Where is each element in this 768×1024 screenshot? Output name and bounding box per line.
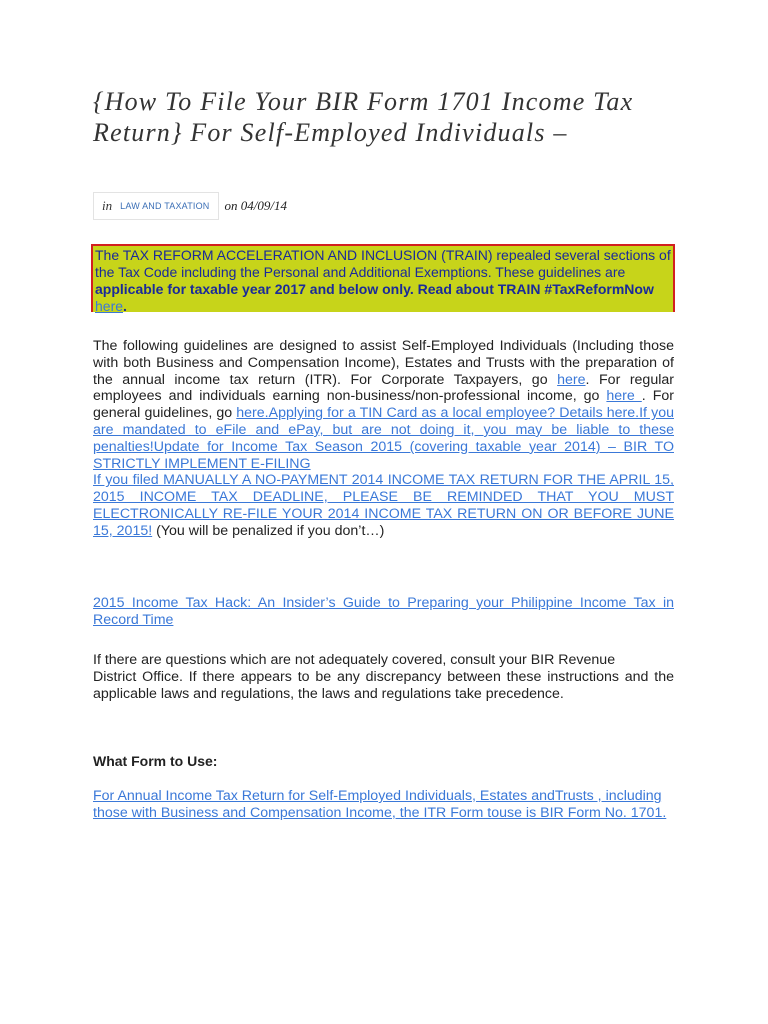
on-label: on (224, 198, 238, 213)
date-line (225, 198, 287, 214)
notice-period: . (123, 298, 127, 314)
refile-reminder-link[interactable]: If you filed MANUALLY A NO-PAYMENT 2014 INCOME TAX RETURN FOR THE APRIL 15, 2015 INCOME TAX DEADLINE, PLEASE BE REMINDED THAT YOU MUST ELECTRONICALLY RE-FILE YOUR 2014 INCOME TAX RETURN ON OR BEFORE JUNE 15, 2015! (93, 472, 674, 539)
article-title: {How To File Your BIR Form 1701 Income Tax Return} For Self-Employed Individuals – (93, 87, 634, 147)
penalty-note-text: (You will be penalized if you don’t…) (152, 522, 385, 539)
tax-hack-paragraph (93, 595, 674, 629)
form-1701-link[interactable]: For Annual Income Tax Return for Self-Employed Individuals, Estates andTrusts , including those with Business and Compensation Income, the ITR Form touse is BIR Form No. 1701. (93, 788, 667, 821)
regular-employees-text: . For regular employees and individuals earning non-business/non-professional income, go (93, 371, 674, 405)
guidelines-intro-text: The following guidelines are designed to assist Self-Employed Individuals (Including those with both Business and Compensation Income), Estates and Trusts with the preparation of the annual income tax return (ITR). For Corporate Taxpayers, go (93, 338, 674, 388)
category-link[interactable]: LAW AND TAXATION (120, 201, 210, 211)
corporate-here-link[interactable]: here (557, 371, 586, 388)
questions-line: If there are questions which are not adequately covered, consult your BIR Revenue (93, 652, 616, 668)
questions-paragraph (93, 652, 674, 702)
train-notice-box (91, 244, 675, 312)
discrepancy-text: District Office. If there appears to be any discrepancy between these instructions and the applicable laws and regulations, the laws and regulations take precedence. (93, 668, 674, 702)
guidelines-paragraph (93, 338, 674, 540)
post-date: 04/09/14 (240, 198, 287, 213)
general-guidelines-link[interactable]: here.Applying for a TIN Card as a local employee? Details here.If you are mandated to eFile and ePay, but are not doing it, you may be liable to these penalties!Update for Income Tax Season 2015 (covering taxable year 2014) – BIR TO STRICTLY IMPLEMENT E-FILING (93, 405, 674, 472)
in-label: in (102, 198, 113, 213)
train-here-link[interactable]: here (95, 298, 124, 314)
tax-hack-link[interactable]: 2015 Income Tax Hack: An Insider’s Guide to Preparing your Philippine Income Tax in Record Time (93, 595, 674, 628)
employees-here-link[interactable]: here (606, 388, 642, 405)
notice-bold-text: applicable for taxable year 2017 and below only. Read about TRAIN #TaxReformNow (95, 281, 654, 297)
form-paragraph (93, 788, 674, 822)
category-box (93, 192, 219, 220)
article-meta (93, 192, 287, 220)
notice-text: The TAX REFORM ACCELERATION AND INCLUSION (TRAIN) repealed several sections of the Tax Code including the Personal and Additional Exemptions. These guidelines are (95, 247, 671, 280)
general-guidelines-text: . For general guidelines, go (93, 388, 674, 422)
what-form-heading: What Form to Use: (93, 753, 218, 769)
